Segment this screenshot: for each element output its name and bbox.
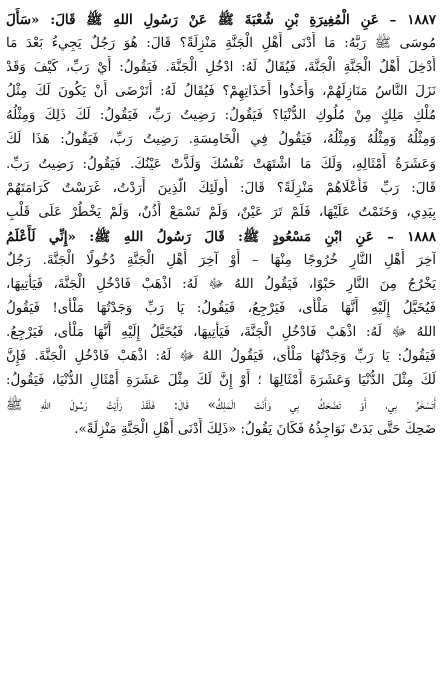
text-line-12: يَخْرُجُ مِنَ النَّارِ حَبْوًا، فَيَقُولُ اللهُ ﷻ لَهُ: اذْهَبْ فَادْخُلِ الْجَنَّةَ، فَيَأْتِيهَا، [6,277,436,293]
text-line-16: لَكَ مِثْلَ الدُّنْيَا وَعَشَرَةَ أَمْثَالِهَا ؛ أَوْ إِنَّ لَكَ مِثْلَ عَشَرَةِ أَمْثَالِ الدُّنْيَا، فَيَقُولُ: [6,373,436,389]
hadith-1887-heading-line: ١٨٨٧ – عَنِ الْمُغِيرَةِ بْنِ شُعْبَةَ ﷺ عَنْ رَسُولِ اللهِ ﷺ قَالَ: «سَأَلَ [6,12,436,28]
text-line-14: اللهُ ﷻ لَهُ: اذْهَبْ فَادْخُلِ الْجَنَّةَ، فَيَأْتِيهَا، فَيُخَيَّلُ إِلَيْهِ أَنَّهَا مَلْأَى، فَيَرْجِعُ. [6,325,436,341]
text-line-3: أُدْخِلَ أَهْلُ الْجَنَّةِ الْجَنَّةَ، فَيُقَالُ لَهُ: ادْخُلِ الْجَنَّةَ. فَيَقُولُ: أَيْ رَبِّ، كَيْفَ وَقَدْ [6,60,436,76]
text-line-6: وَمِثْلُهُ وَمِثْلُهُ وَمِثْلُهُ، فَيَقُولُ فِي الْخَامِسَةِ. رَضِيتُ رَبِّ، فَيَقُولُ: هَذَا لَكَ [6,132,436,148]
text-line-11: آخِرَ أَهْلِ النَّارِ خُرُوجًا مِنْهَا – أَوْ آخِرَ أَهْلِ الْجَنَّةِ دُخُولًا الْجَنَّةَ. رَجُلٌ [6,252,436,268]
text-line-17: أَتَسْخَرُ بِي، أَوْ تَضْحَكُ بِي وَأَنْتَ الْمَلِكُ» قَالَ: فَلَقَدْ رَأَيْتُ رَسُولَ اللهِ ﷺ [6,397,436,413]
text-line-15: فَيَقُولُ: يَا رَبِّ وَجَدْتُهَا مَلْأَى، فَيَقُولُ اللهُ ﷻ لَهُ: اذْهَبْ فَادْخُلِ الْجَنَّةَ. فَإِنَّ [6,349,436,365]
text-line-2: مُوسَى ﷺ رَبَّهُ: مَا أَدْنَى أَهْلِ الْجَنَّةِ مَنْزِلَةً؟ قَالَ: هُوَ رَجُلٌ يَجِيءُ بَعْدَ مَا [6,36,436,52]
text-line-8: قَالَ: رَبِّ فَأَعْلَاهُمْ مَنْزِلَةً؟ قَالَ: أُولَئِكَ الَّذِينَ أَرَدْتُ، غَرَسْتُ كَرَامَتَهُمْ [6,180,436,196]
hadith-page [6,8,436,684]
text-line-4: نَزَلَ النَّاسُ مَنَازِلَهُمْ، وَأَخَذُوا أَخَذَاتِهِمْ؟ فَيُقَالُ لَهُ: أَتَرْضَى أَنْ يَكُونَ لَكَ مِثْلُ [6,84,436,100]
text-line-9: بِيَدِي، وَخَتَمْتُ عَلَيْهَا، فَلَمْ تَرَ عَيْنٌ، وَلَمْ تَسْمَعْ أُذُنٌ، وَلَمْ يَخْطُرْ عَلَى قَلْبِ [6,204,436,220]
hadith-1888-heading-line: ١٨٨٨ – عَنِ ابْنِ مَسْعُودٍ ﷺ: قَالَ رَسُولُ اللهِ ﷺ: «إِنِّي لَأَعْلَمُ [6,228,436,245]
text-line-7: وَعَشَرَةُ أَمْثَالِهِ، وَلَكَ مَا اشْتَهَتْ نَفْسُكَ وَلَذَّتْ عَيْنُكَ. فَيَقُولُ: رَضِيتُ رَبِّ. [6,156,436,172]
text-line-18: ضَحِكَ حَتَّى بَدَتْ نَوَاجِذُهُ فَكَانَ يَقُولُ: «ذَلِكَ أَدْنَى أَهْلِ الْجَنَّةِ مَنْزِلَةً». [74,421,436,437]
text-line-5: مُلْكِ مَلِكٍ مِنْ مُلُوكِ الدُّنْيَا؟ فَيَقُولُ: رَضِيتُ رَبِّ، فَيَقُولُ: لَكَ ذَلِكَ وَمِثْلُهُ [6,108,436,124]
text-line-13: فَيُخَيَّلُ إِلَيْهِ أَنَّهَا مَلْأَى، فَيَرْجِعُ، فَيَقُولُ: يَا رَبِّ وَجَدْتُهَا مَلْأَى! فَيَقُولُ [6,301,436,317]
